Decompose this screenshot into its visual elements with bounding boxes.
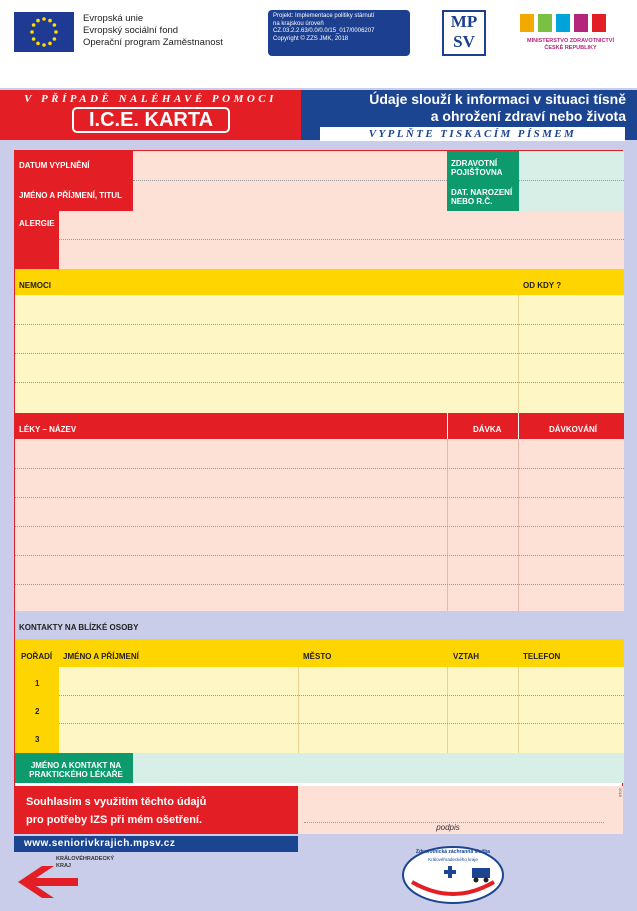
zzs-text: Zdravotnická záchranná služba: [415, 849, 491, 855]
dotted-line: [15, 324, 624, 325]
project-line: Projekt: Implementace politiky stárnutí: [273, 13, 375, 19]
mpsv-logo-bottom: SV: [453, 32, 475, 51]
doctor-contact-field[interactable]: [133, 753, 624, 783]
col-phone-label: TELEFON: [523, 652, 561, 661]
dotted-line: [15, 526, 624, 527]
dotted-line: [59, 695, 624, 696]
row-number: 2: [35, 707, 40, 716]
mz-logo-icon: [518, 10, 623, 36]
allergies-label: ALERGIE: [19, 219, 55, 228]
doctor-contact-label: JMÉNO A KONTAKT NA PRAKTICKÉHO LÉKAŘE: [29, 761, 123, 779]
dotted-line: [15, 353, 624, 354]
dotted-line: [15, 382, 624, 383]
consent-text: [26, 793, 206, 829]
zzs-subtext: Královéhradeckého kraje: [428, 857, 478, 862]
column-divider: [447, 439, 448, 611]
col-name-label: JMÉNO A PŘÍJMENÍ: [63, 652, 139, 661]
ice-card-title: I.C.E. KARTA: [72, 107, 230, 133]
banner-info-line: a ohrožení zdraví nebo života: [430, 108, 626, 124]
website-link[interactable]: www.seniorivkrajich.mpsv.cz: [14, 836, 298, 852]
kraj-line: KRAJ: [56, 863, 71, 869]
name-title-label: JMÉNO A PŘÍJMENÍ, TITUL: [19, 191, 122, 200]
col-relation-label: VZTAH: [453, 652, 480, 661]
since-when-label: OD KDY ?: [523, 281, 562, 290]
mz-line: ČESKÉ REPUBLIKY: [544, 45, 597, 51]
ice-form: [14, 150, 623, 830]
eu-line: Evropský sociální fond: [83, 25, 179, 36]
eu-line: Evropská unie: [83, 13, 144, 24]
date-filled-label: DATUM VYPLNĚNÍ: [19, 161, 90, 170]
dotted-line: [15, 555, 624, 556]
banner-subtitle: V PŘÍPADĚ NALÉHAVÉ POMOCI: [24, 93, 277, 105]
col-order-label: POŘADÍ: [21, 652, 53, 661]
kraj-arrow-logo: [14, 862, 84, 902]
dotted-line: [15, 584, 624, 585]
dotted-line: [519, 180, 624, 181]
contacts-label: KONTAKTY NA BLÍZKÉ OSOBY: [19, 623, 139, 632]
column-divider: [518, 295, 519, 413]
row-number: 1: [35, 679, 40, 688]
meds-header: [15, 413, 624, 439]
consent-line: pro potřeby IZS při mém ošetření.: [26, 814, 203, 826]
row-number: 3: [35, 735, 40, 744]
dotted-line: [59, 723, 624, 724]
allergies-field[interactable]: [59, 211, 624, 269]
diseases-field[interactable]: [15, 295, 624, 413]
column-divider: [447, 413, 448, 439]
dose-label: DÁVKA: [473, 425, 502, 434]
birth-date-label: DAT. NAROZENÍ NEBO R.Č.: [451, 188, 513, 206]
insurance-label: ZDRAVOTNÍ POJIŠŤOVNA: [451, 159, 503, 177]
column-divider: [298, 667, 299, 753]
mpsv-logo-top: MP: [450, 12, 478, 31]
contacts-field[interactable]: [59, 667, 624, 753]
dotted-line: [59, 239, 624, 240]
name-date-field[interactable]: [133, 151, 447, 211]
meds-field[interactable]: [15, 439, 624, 611]
meds-name-label: LÉKY – NÁZEV: [19, 425, 77, 434]
dosage-label: DÁVKOVÁNÍ: [549, 425, 598, 434]
year-code: 2018: [618, 788, 623, 797]
column-divider: [518, 667, 519, 753]
mpsv-logo: [442, 10, 486, 56]
consent-line: Souhlasím s využitím těchto údajů: [26, 796, 207, 808]
banner-info: [301, 91, 626, 125]
banner-info-line: Údaje slouží k informaci v situaci tísně: [369, 91, 626, 107]
signature-label: podpis: [436, 823, 460, 832]
col-city-label: MĚSTO: [303, 652, 332, 661]
project-line: na krajskou úroveň: [273, 20, 324, 27]
column-divider: [447, 667, 448, 753]
mz-line: MINISTERSTVO ZDRAVOTNICTVÍ: [527, 38, 614, 44]
column-divider: [518, 413, 519, 439]
mz-text: [518, 38, 623, 52]
project-line: Copyright © ZZS JMK, 2018: [273, 35, 349, 42]
insurance-birth-field[interactable]: [519, 151, 624, 211]
project-info-box: [268, 10, 410, 56]
dotted-line: [15, 497, 624, 498]
diseases-label: NEMOCI: [19, 281, 51, 290]
kraj-line: KRÁLOVÉHRADECKÝ: [56, 856, 115, 862]
column-divider: [518, 439, 519, 611]
eu-flag-logo: [14, 12, 74, 52]
eu-line: Operační program Zaměstnanost: [83, 37, 223, 48]
dotted-line: [133, 180, 447, 181]
eu-text: [83, 13, 223, 49]
project-line: CZ.03.2.2.63/0.0/0.0/15_017/0006207: [273, 28, 375, 34]
dotted-line: [15, 468, 624, 469]
fill-instruction: VYPLŇTE TISKACÍM PÍSMEM: [320, 127, 625, 141]
